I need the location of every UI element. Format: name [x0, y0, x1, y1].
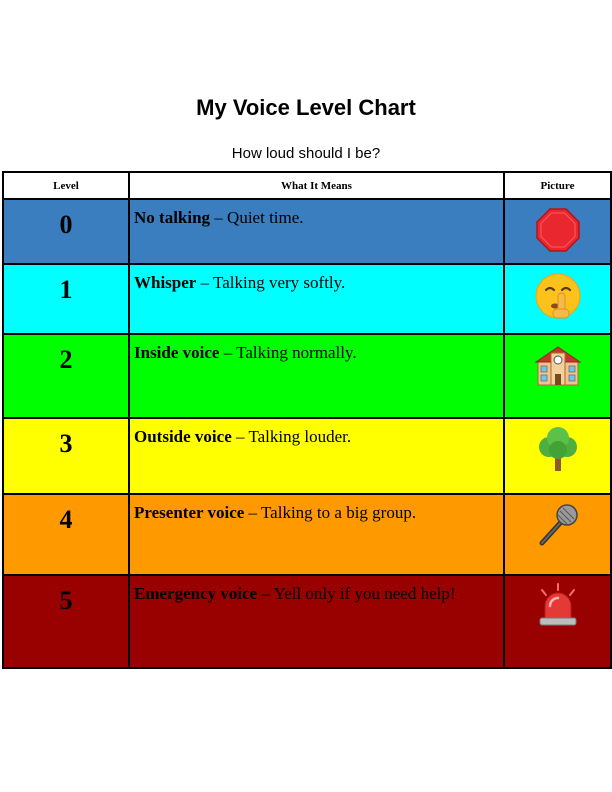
table-header-row: [3, 172, 611, 199]
table-row: [3, 334, 611, 418]
level-cell: [3, 575, 129, 668]
level-number: 0: [59, 210, 73, 239]
description-cell: [129, 418, 504, 494]
microphone-icon: [534, 501, 582, 549]
level-cell: [3, 418, 129, 494]
picture-cell: [504, 334, 611, 418]
picture-cell: [504, 264, 611, 334]
description-cell: [129, 494, 504, 575]
table-row: [3, 575, 611, 668]
table-row: [3, 418, 611, 494]
header-meaning: What It Means: [129, 172, 504, 199]
voice-description: – Talking to a big group.: [244, 503, 417, 522]
table-row: [3, 199, 611, 264]
table-row: [3, 264, 611, 334]
table-row: [3, 494, 611, 575]
page-title: My Voice Level Chart: [196, 95, 416, 120]
picture-cell: [504, 575, 611, 668]
voice-name: Outside voice: [134, 427, 232, 446]
picture-cell: [504, 494, 611, 575]
header-picture: Picture: [504, 172, 611, 199]
voice-name: Inside voice: [134, 343, 220, 362]
level-cell: [3, 334, 129, 418]
voice-description: – Yell only if you need help!: [257, 584, 456, 603]
level-cell: [3, 494, 129, 575]
level-cell: [3, 199, 129, 264]
description-cell: [129, 264, 504, 334]
voice-description: – Quiet time.: [210, 208, 304, 227]
description-cell: [129, 199, 504, 264]
school-building-icon: [534, 341, 582, 387]
level-cell: [3, 264, 129, 334]
voice-name: Emergency voice: [134, 584, 258, 603]
page-subtitle: How loud should I be?: [231, 145, 381, 162]
level-number: 2: [59, 345, 73, 374]
shushing-face-icon: [533, 271, 583, 321]
picture-cell: [504, 418, 611, 494]
description-cell: [129, 334, 504, 418]
siren-light-icon: [534, 582, 582, 630]
header-level: Level: [3, 172, 129, 199]
voice-description: – Talking louder.: [231, 427, 352, 446]
tree-icon: [534, 425, 582, 473]
description-cell: [129, 575, 504, 668]
picture-cell: [504, 199, 611, 264]
voice-name: Whisper: [134, 273, 197, 292]
level-number: 3: [59, 429, 73, 458]
voice-name: Presenter voice: [134, 503, 245, 522]
level-number: 5: [59, 586, 73, 615]
stop-sign-icon: [534, 206, 582, 254]
voice-description: – Talking very softly.: [196, 273, 346, 292]
voice-description: – Talking normally.: [219, 343, 357, 362]
voice-level-table: [2, 171, 612, 669]
voice-name: No talking: [134, 208, 211, 227]
level-number: 1: [59, 275, 73, 304]
level-number: 4: [59, 505, 73, 534]
